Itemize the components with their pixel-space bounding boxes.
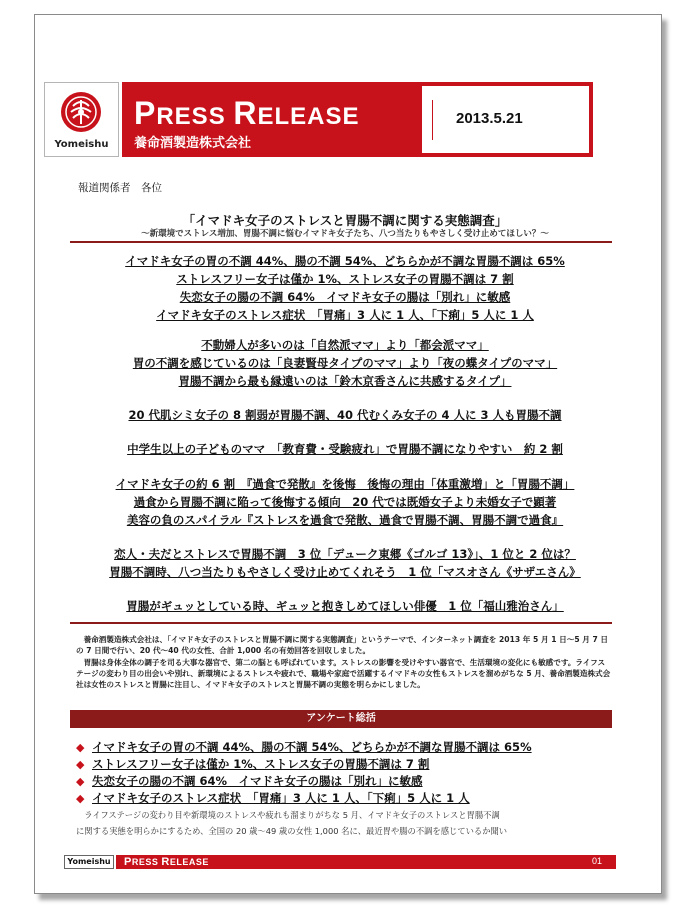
intro-paragraph: 養命酒製造株式会社は、「イマドキ女子のストレスと胃腸不調に関する実態調査」というテーマで、インターネット調査を 2013 年 5 月 1 日～5 月 7 日の 7 日間で行い、20 代～40 代の女性、合計 1,000 名の有効回答を回収しました。: [76, 635, 609, 656]
survey-subtitle: ～新環境でストレス増加、胃腸不調に悩むイマドキ女子たち、八つ当たりもやさしく受け止めてほしい？～: [141, 229, 549, 239]
highlight-line: 胃腸不調時、八つ当たりもやさしく受け止めてくれそう 1 位「マスオさん《サザエさん》: [109, 565, 581, 579]
highlight-line: 20 代肌シミ女子の 8 割弱が胃腸不調、40 代むくみ女子の 4 人に 3 人も胃腸不調: [128, 408, 562, 422]
page-number: 01: [591, 856, 602, 866]
date-panel: [422, 86, 589, 153]
highlight-line: ストレスフリー女子は僅か 1%、ストレス女子の胃腸不調は 7 割: [176, 272, 514, 286]
highlights-rule: [70, 622, 612, 624]
highlight-line: 胃の不調を感じているのは「良妻賢母タイプのママ」より「夜の蝶タイプのママ」: [132, 356, 558, 370]
highlight-line: 胃腸がギュッとしている時、ギュッと抱きしめてほしい俳優 1 位「福山雅治さん」: [126, 599, 564, 613]
diamond-bullet-icon: ◆: [76, 775, 85, 788]
highlight-line: 過食から胃腸不調に陥って後悔する傾向 20 代では既婚女子より未婚女子で顕著: [133, 495, 557, 509]
logo-wordmark: Yomeishu: [54, 139, 109, 150]
footer-band: [116, 855, 616, 869]
release-date: 2013.5.21: [456, 110, 523, 127]
summary-item: ◆ ストレスフリー女子は僅か 1%、ストレス女子の胃腸不調は 7 割: [76, 757, 430, 771]
summary-line: ライフステージの変わり目や新環境のストレスや疲れも溜まりがちな 5 月、イマドキ女子のストレスと胃腸不調: [76, 810, 500, 820]
highlight-line: 胃腸不調から最も縁遠いのは「鈴木京香さんに共感するタイプ」: [178, 374, 512, 388]
summary-item: ◆ 失恋女子の腸の不調 64% イマドキ女子の腸は「別れ」に敏感: [76, 774, 423, 788]
summary-line: に関する実態を明らかにするため、全国の 20 歳～49 歳の女性 1,000 名に、最近胃や腸の不調を感じているか聞い: [76, 826, 508, 836]
title-rule: [70, 241, 612, 243]
highlight-line: イマドキ女子の胃の不調 44%、腸の不調 54%、どちらかが不調な胃腸不調は 65%: [125, 254, 565, 268]
highlight-line: 中学生以上の子どものママ 「教育費・受験疲れ」で胃腸不調になりやすい 約 2 割: [127, 442, 563, 456]
press-release-title: PRESS RELEASE: [134, 95, 360, 131]
company-name: 養命酒製造株式会社: [134, 136, 252, 151]
footer-title: PRESS RELEASE: [124, 856, 209, 868]
highlight-line: イマドキ女子の約 6 割 『過食で発散』を後悔 後悔の理由「体重激増」と「胃腸不調」: [115, 477, 575, 491]
highlight-line: 美容の負のスパイラル『ストレスを過食で発散、過食で胃腸不調、胃腸不調で過食』: [126, 513, 564, 527]
highlight-line: 不動婦人が多いのは「自然派ママ」より「都会派ママ」: [201, 338, 489, 352]
intro-paragraphs: [76, 634, 612, 690]
summary-item: ◆ イマドキ女子のストレス症状 「胃痛」3 人に 1 人、「下痢」5 人に 1 人: [76, 791, 470, 805]
yomeishu-emblem-icon: [59, 90, 103, 134]
survey-title: 「イマドキ女子のストレスと胃腸不調に関する実態調査」: [182, 213, 508, 228]
page-footer: [64, 855, 616, 869]
summary-paragraph: [76, 807, 616, 839]
section-heading: アンケート総括: [70, 710, 612, 728]
addressee: 報道関係者 各位: [78, 182, 162, 194]
highlight-line: 失恋女子の腸の不調 64% イマドキ女子の腸は「別れ」に敏感: [179, 290, 511, 304]
diamond-bullet-icon: ◆: [76, 741, 85, 754]
footer-logo: Yomeishu: [64, 855, 114, 869]
diamond-bullet-icon: ◆: [76, 792, 85, 805]
summary-item: ◆ イマドキ女子の胃の不調 44%、腸の不調 54%、どちらかが不調な胃腸不調は 65%: [76, 740, 532, 754]
divider: [432, 100, 433, 140]
intro-paragraph: 胃腸は身体全体の調子を司る大事な器官で、第二の脳とも呼ばれています。ストレスの影響を受けやすい器官で、生活環境の変化にも敏感です。ライフステージの変わり目の出会いや別れ、新環境によるストレスや疲れで、職場や家庭で活躍するイマドキの女性もストレスを溜めがちな 5 月、養命酒製造株式会社は女性のストレスと胃腸に注目し、イマドキ女子のストレスと胃腸不調の実態を明らかにしました。: [76, 657, 611, 690]
header-band: [122, 82, 593, 157]
highlight-line: 恋人・夫だとストレスで胃腸不調 3 位「デューク東郷《ゴルゴ 13》」、1 位と 2 位は？: [114, 547, 576, 561]
press-header: [44, 82, 593, 157]
highlight-line: イマドキ女子のストレス症状 「胃痛」3 人に 1 人、「下痢」5 人に 1 人: [156, 308, 534, 322]
diamond-bullet-icon: ◆: [76, 758, 85, 771]
company-logo: [44, 82, 119, 157]
summary-list: [76, 739, 616, 807]
